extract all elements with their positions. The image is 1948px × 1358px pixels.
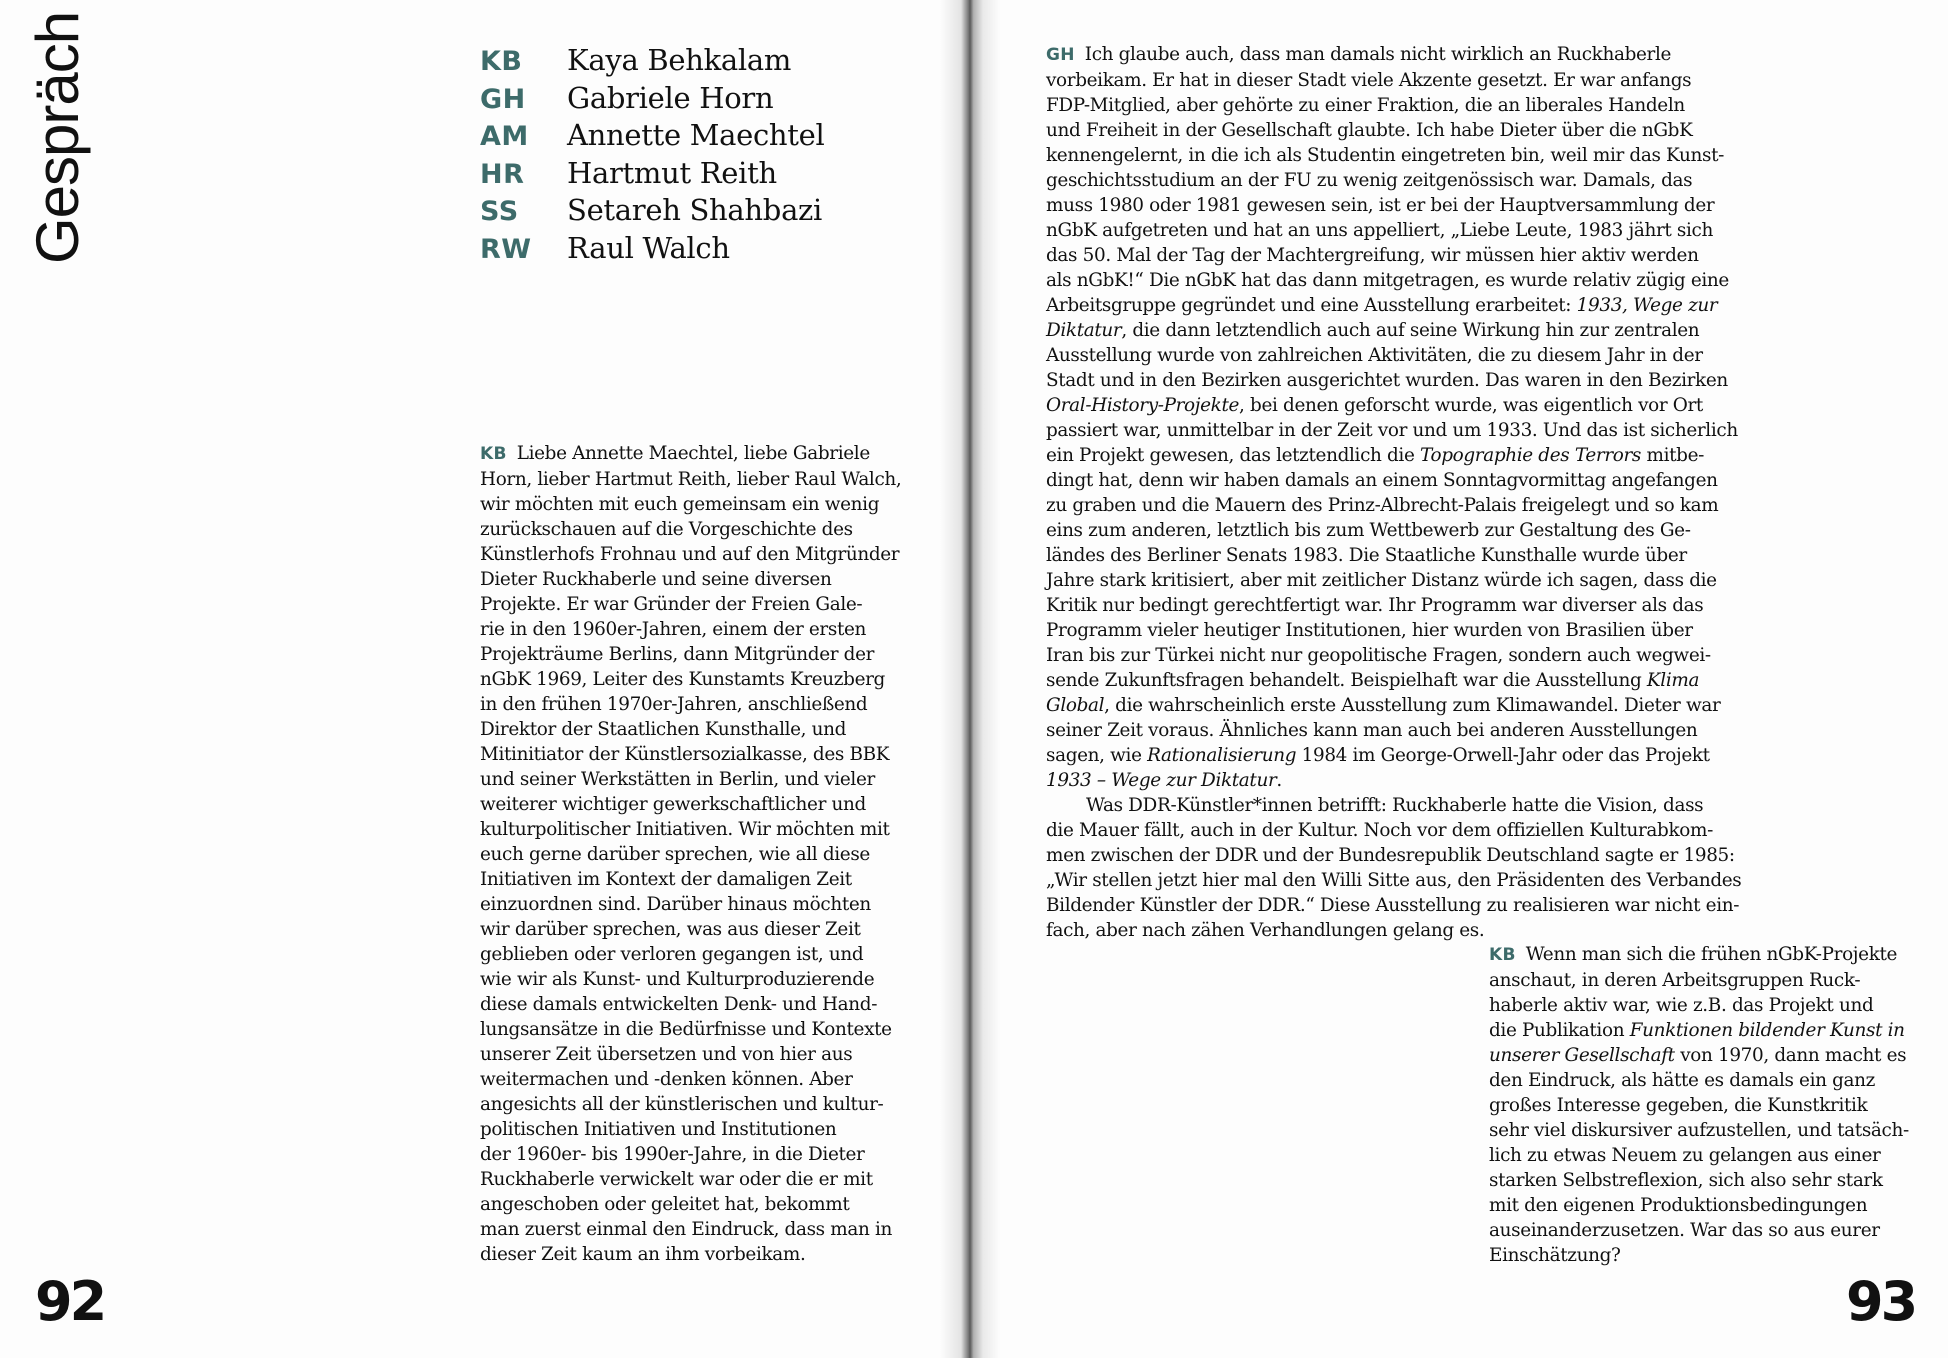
text-line: wie wir als Kunst- und Kulturproduzierende: [480, 969, 875, 990]
text-line: als nGbK!“ Die nGbK hat das dann mitgetragen, es wurde relativ zügig eine: [1046, 270, 1729, 291]
text-line: wir möchten mit euch gemeinsam ein wenig: [480, 494, 880, 515]
text-line: unserer Zeit übersetzen und von hier aus: [480, 1044, 853, 1065]
text-line: [1489, 942, 1924, 968]
text-line: vorbeikam. Er hat in dieser Stadt viele Akzente gesetzt. Er war anfangs: [1046, 70, 1692, 91]
text-line: ländes des Berliner Senats 1983. Die Staatliche Kunsthalle wurde über: [1046, 545, 1687, 566]
exhibition-title: Global: [1046, 695, 1105, 716]
text-line: Iran bis zur Türkei nicht nur geopolitische Fragen, sondern auch wegwei-: [1046, 645, 1711, 666]
text-line: Kritik nur bedingt gerechtfertigt war. Ihr Programm war diverser als das: [1046, 595, 1704, 616]
gh-answer-paragraph: [1046, 42, 1751, 943]
text-line: [480, 441, 918, 467]
text-line: sehr viel diskursiver aufzustellen, und tatsäch-: [1489, 1120, 1909, 1141]
project-title: Topographie des Terrors: [1420, 445, 1642, 466]
text-line: dingt hat, denn wir haben damals an einem Sonntagvormittag angefangen: [1046, 470, 1718, 491]
text-line: Horn, lieber Hartmut Reith, lieber Raul Walch,: [480, 469, 902, 490]
text-line: Mitinitiator der Künstlersozialkasse, des BBK: [480, 744, 890, 765]
line-text: Liebe Annette Maechtel, liebe Gabriele: [516, 443, 870, 464]
text-line: [1489, 1018, 1924, 1043]
participant-list: [480, 43, 825, 268]
text-line: Künstlerhofs Frohnau und auf den Mitgründer: [480, 544, 900, 565]
text-line: [1046, 42, 1751, 68]
text-line: angeschoben oder geleitet hat, bekommt: [480, 1194, 850, 1215]
text-line: Bildender Künstler der DDR.“ Diese Ausstellung zu realisieren war nicht ein-: [1046, 895, 1740, 916]
text-line: Programm vieler heutiger Institutionen, hier wurden von Brasilien über: [1046, 620, 1693, 641]
text-line: weiterer wichtiger gewerkschaftlicher und: [480, 794, 866, 815]
text-line: das 50. Mal der Tag der Machtergreifung, wir müssen hier aktiv werden: [1046, 245, 1699, 266]
text-line: Ausstellung wurde von zahlreichen Aktivitäten, die zu diesem Jahr in der: [1046, 345, 1703, 366]
participant-abbreviation: GH: [480, 83, 526, 115]
text-line: eins zum anderen, letztlich bis zum Wettbewerb zur Gestaltung des Ge-: [1046, 520, 1691, 541]
text-line: muss 1980 oder 1981 gewesen sein, ist er bei der Hauptversammlung der: [1046, 195, 1715, 216]
participant-name: Raul Walch: [567, 230, 730, 265]
text-line: wir darüber sprechen, was aus dieser Zeit: [480, 919, 861, 940]
participant-abbreviation: KB: [480, 46, 523, 77]
text-line: [1046, 443, 1751, 468]
page-number: 92: [35, 1270, 105, 1333]
text-line: man zuerst einmal den Eindruck, dass man in: [480, 1219, 892, 1240]
text-line: politischen Initiativen und Institutionen: [480, 1119, 837, 1140]
line-text: 1984 im George-Orwell-Jahr oder das Projekt: [1296, 745, 1710, 766]
text-line: Jahre stark kritisiert, aber mit zeitlicher Distanz würde ich sagen, dass die: [1046, 570, 1717, 591]
text-line: zurückschauen auf die Vorgeschichte des: [480, 519, 853, 540]
line-text: .: [1276, 770, 1282, 791]
participant-row: [480, 118, 825, 156]
text-line: großes Interesse gegeben, die Kunstkritik: [1489, 1095, 1868, 1116]
exhibition-title: Rationalisierung: [1147, 745, 1297, 766]
text-line: [1046, 393, 1751, 418]
text-line: Dieter Ruckhaberle und seine diversen: [480, 569, 832, 590]
text-line: [1046, 293, 1751, 318]
line-text: Wenn man sich die frühen nGbK-Projekte: [1525, 944, 1898, 965]
participant-row: [480, 43, 825, 81]
line-text: , die dann letztendlich auch auf seine Wirkung hin zur zentralen: [1121, 320, 1700, 341]
text-line: seiner Zeit voraus. Ähnliches kann man auch bei anderen Ausstellungen: [1046, 720, 1698, 741]
text-line: diese damals entwickelten Denk- und Hand-: [480, 994, 878, 1015]
text-line: rie in den 1960er-Jahren, einem der ersten: [480, 619, 867, 640]
left-page: [0, 0, 968, 1358]
participant-row: [480, 231, 825, 269]
participant-row: [480, 193, 825, 231]
text-line: Projekte. Er war Gründer der Freien Gale-: [480, 594, 863, 615]
publication-title: Funktionen bildender Kunst in: [1629, 1020, 1905, 1041]
exhibition-title: 1933 – Wege zur Diktatur: [1046, 770, 1277, 791]
participant-abbreviation: RW: [480, 233, 532, 265]
text-line: Ruckhaberle verwickelt war oder die er mit: [480, 1169, 873, 1190]
line-text: , die wahrscheinlich erste Ausstellung zum Klimawandel. Dieter war: [1104, 695, 1721, 716]
text-line: kulturpolitischer Initiativen. Wir möchten mit: [480, 819, 890, 840]
text-line: FDP-Mitglied, aber gehörte zu einer Fraktion, die an liberales Handeln: [1046, 95, 1685, 116]
text-line: mit den eigenen Produktionsbedingungen: [1489, 1195, 1868, 1216]
page-number: 93: [1846, 1270, 1916, 1333]
kb-question-paragraph: [1489, 942, 1924, 1268]
line-text: Arbeitsgruppe gegründet und eine Ausstellung erarbeitet:: [1046, 295, 1577, 316]
exhibition-title: Diktatur: [1046, 320, 1122, 341]
text-line: und seiner Werkstätten in Berlin, und vieler: [480, 769, 875, 790]
participant-name: Kaya Behkalam: [567, 43, 792, 77]
text-line: kennengelernt, in die ich als Studentin eingetreten bin, weil mir das Kunst-: [1046, 145, 1725, 166]
text-line: [1046, 668, 1751, 693]
participant-name: Hartmut Reith: [567, 155, 777, 190]
text-line: nGbK 1969, Leiter des Kunstamts Kreuzberg: [480, 669, 885, 690]
text-line: die Mauer fällt, auch in der Kultur. Noch vor dem offiziellen Kulturabkom-: [1046, 820, 1713, 841]
text-line: nGbK aufgetreten und hat an uns appelliert, „Liebe Leute, 1983 jährt sich: [1046, 220, 1713, 241]
text-line: starken Selbstreflexion, sich also sehr stark: [1489, 1170, 1883, 1191]
text-line: [1489, 1043, 1924, 1068]
text-line: lungsansätze in die Bedürfnisse und Kontexte: [480, 1019, 892, 1040]
participant-abbreviation: AM: [480, 121, 529, 152]
speaker-label: KB: [1489, 945, 1516, 965]
text-line: angesichts all der künstlerischen und kultur-: [480, 1094, 884, 1115]
text-line: euch gerne darüber sprechen, wie all diese: [480, 844, 870, 865]
line-text: von 1970, dann macht es: [1674, 1045, 1907, 1066]
text-line: [1046, 768, 1751, 793]
text-line: in den frühen 1970er-Jahren, anschließend: [480, 694, 868, 715]
speaker-label: KB: [480, 444, 507, 464]
line-text: sende Zukunftsfragen behandelt. Beispielhaft war die Ausstellung: [1046, 670, 1647, 691]
text-line: haberle aktiv war, wie z.B. das Projekt und: [1489, 995, 1874, 1016]
project-title: Oral-History-Projekte: [1046, 395, 1240, 416]
line-text: ein Projekt gewesen, das letztendlich die: [1046, 445, 1420, 466]
participant-abbreviation: HR: [480, 158, 525, 190]
text-line: einzuordnen sind. Darüber hinaus möchten: [480, 894, 871, 915]
text-line: [1046, 318, 1751, 343]
participant-row: [480, 156, 825, 194]
participant-name: Setareh Shahbazi: [567, 193, 823, 227]
participant-name: Annette Maechtel: [567, 118, 825, 152]
text-line: geblieben oder verloren gegangen ist, und: [480, 944, 864, 965]
text-line: geschichtsstudium an der FU zu wenig zeitgenössisch war. Damals, das: [1046, 170, 1693, 191]
text-line: men zwischen der DDR und der Bundesrepublik Deutschland sagte er 1985:: [1046, 845, 1735, 866]
text-line: auseinanderzusetzen. War das so aus eurer: [1489, 1220, 1880, 1241]
text-line: passiert war, unmittelbar in der Zeit vor und um 1933. Und das ist sicherlich: [1046, 420, 1738, 441]
line-text: die Publikation: [1489, 1020, 1630, 1041]
participant-row: [480, 81, 825, 119]
text-line: weitermachen und -denken können. Aber: [480, 1069, 853, 1090]
text-line: anschaut, in deren Arbeitsgruppen Ruck-: [1489, 970, 1861, 991]
text-line: „Wir stellen jetzt hier mal den Willi Sitte aus, den Präsidenten des Verbandes: [1046, 870, 1742, 891]
participant-name: Gabriele Horn: [567, 80, 774, 115]
speaker-label: GH: [1046, 45, 1075, 65]
text-line: dieser Zeit kaum an ihm vorbeikam.: [480, 1244, 806, 1265]
text-line: Projekträume Berlins, dann Mitgründer der: [480, 644, 875, 665]
text-line: [1046, 743, 1751, 768]
text-line: den Eindruck, als hätte es damals ein ganz: [1489, 1070, 1875, 1091]
publication-title: unserer Gesellschaft: [1489, 1045, 1675, 1066]
exhibition-title: 1933, Wege zur: [1576, 295, 1718, 316]
exhibition-title: Klima: [1646, 670, 1700, 691]
text-line: fach, aber nach zähen Verhandlungen gelang es.: [1046, 920, 1485, 941]
line-text: , bei denen geforscht wurde, was eigentlich vor Ort: [1239, 395, 1703, 416]
section-title: Gespräch: [24, 11, 91, 264]
text-line: Direktor der Staatlichen Kunsthalle, und: [480, 719, 847, 740]
kb-intro-paragraph: [480, 441, 918, 1267]
text-line: [1046, 693, 1751, 718]
text-line: lich zu etwas Neuem zu gelangen aus einer: [1489, 1145, 1881, 1166]
text-line: Stadt und in den Bezirken ausgerichtet wurden. Das waren in den Bezirken: [1046, 370, 1728, 391]
text-line: und Freiheit in der Gesellschaft glaubte. Ich habe Dieter über die nGbK: [1046, 120, 1693, 141]
text-line: der 1960er- bis 1990er-Jahre, in die Dieter: [480, 1144, 865, 1165]
line-text: mitbe-: [1641, 445, 1704, 466]
line-text: Ich glaube auch, dass man damals nicht wirklich an Ruckhaberle: [1084, 44, 1672, 65]
text-line: Was DDR-Künstler*innen betrifft: Ruckhaberle hatte die Vision, dass: [1086, 795, 1704, 816]
text-line: zu graben und die Mauern des Prinz-Albrecht-Palais freigelegt und so kam: [1046, 495, 1719, 516]
line-text: sagen, wie: [1046, 745, 1148, 766]
participant-abbreviation: SS: [480, 196, 519, 227]
text-line: Initiativen im Kontext der damaligen Zeit: [480, 869, 852, 890]
text-line: Einschätzung?: [1489, 1245, 1621, 1266]
